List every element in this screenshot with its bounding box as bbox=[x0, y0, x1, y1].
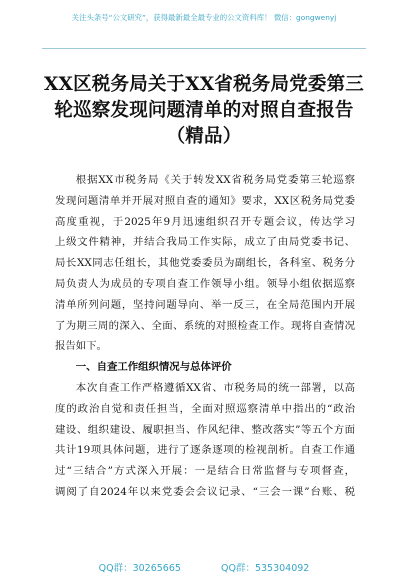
document-title bbox=[42, 72, 366, 150]
intro-paragraph bbox=[55, 170, 355, 357]
intro-line: 上级文件精神，并结合我局工作实际，成立了由局党委书记、 bbox=[55, 236, 355, 249]
title-line-2: 轮巡察发现问题清单的对照自查报告 bbox=[54, 100, 354, 121]
intro-line: 清单所列问题，坚持问题导向、举一反三，在全局范围内开展 bbox=[55, 298, 355, 311]
section1-line: 本次自查工作严格遵循XX省、市税务局的统一部署，以高 bbox=[75, 381, 355, 394]
section1-line: 过“三结合”方式深入开展：一是结合日常监督与专项督查， bbox=[55, 465, 355, 478]
section1-paragraph bbox=[55, 378, 355, 503]
footer-contact bbox=[0, 560, 408, 574]
footer-group-1: QQ群：30265665 bbox=[98, 563, 181, 574]
footer-group-2: QQ群：535304092 bbox=[221, 563, 310, 574]
title-line-1: XX区税务局关于XX省税务局党委第三 bbox=[43, 74, 365, 95]
section1-line: 度的政治自觉和责任担当，全面对照巡察清单中指出的“政治 bbox=[55, 402, 355, 415]
intro-line: 根据XX市税务局《关于转发XX省税务局党委第三轮巡察 bbox=[75, 174, 355, 186]
section-heading: 一、自查工作组织情况与总体评价 bbox=[75, 361, 232, 374]
intro-line: 了为期三周的深入、全面、系统的对照检查工作。现将自查情况 bbox=[55, 319, 355, 332]
header-promo-note: 关注头条号“公文研究”，获得最新最全最专业的公文资料库！ 微信：gongwenyj bbox=[71, 13, 337, 22]
intro-line: 局负责人为成员的专项自查工作领导小组。领导小组依据巡察 bbox=[55, 277, 355, 290]
intro-line: 局长XX同志任组长，其他党委委员为副组长，各科室、税务分 bbox=[55, 257, 355, 270]
title-line-3: （精品） bbox=[166, 126, 242, 147]
header-divider bbox=[42, 48, 366, 49]
document-body bbox=[55, 170, 355, 503]
intro-line: 报告如下。 bbox=[55, 340, 107, 353]
intro-line: 发现问题清单并开展对照自查的通知》要求，XX区税务局党委 bbox=[55, 194, 355, 207]
intro-line: 高度重视，于2025年9月迅速组织召开专题会议，传达学习 bbox=[55, 215, 355, 228]
section1-line: 建设、组织建设、履职担当、作风纪律、整改落实”等五个方面 bbox=[55, 423, 355, 436]
section1-line: 调阅了自2024年以来党委会会议记录、“三会一课”台账、税 bbox=[55, 485, 355, 498]
section1-line: 共计19项具体问题，进行了逐条逐项的检视剖析。自查工作通 bbox=[55, 444, 355, 457]
